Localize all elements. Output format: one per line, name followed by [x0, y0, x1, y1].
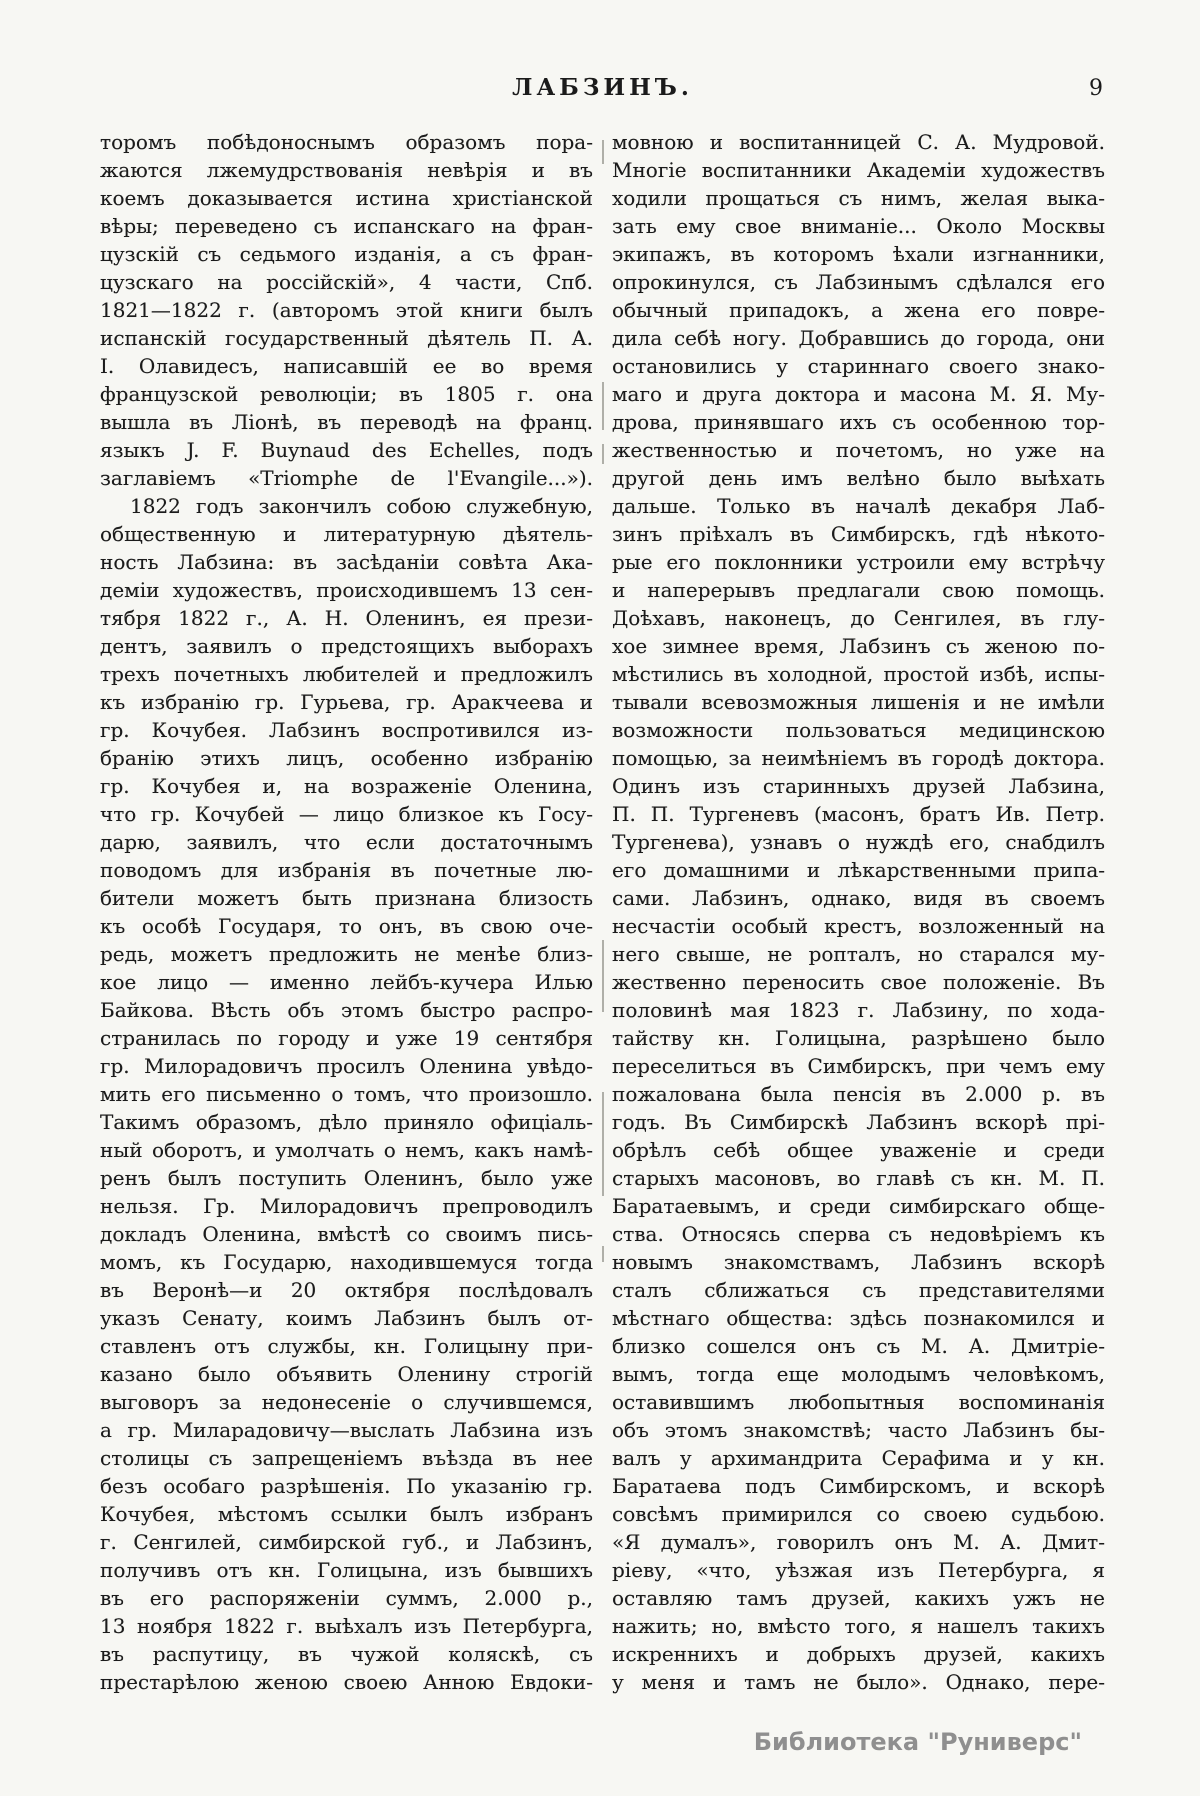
text-line: П. П. Тургеневъ (масонъ, братъ Ив. Петр. — [612, 802, 1105, 826]
text-line: дальше. Только въ началѣ декабря Лаб- — [612, 494, 1105, 518]
right-column — [612, 128, 1105, 1696]
text-line: Одинъ изъ старинныхъ друзей Лабзина, — [612, 774, 1105, 798]
text-line: тайству кн. Голицына, разрѣшено было — [612, 1026, 1105, 1050]
text-line: ренъ былъ поступить Оленинъ, было уже — [100, 1166, 593, 1190]
column-rule-artifact — [602, 140, 604, 164]
text-line: деміи художествъ, происходившемъ 13 сен- — [100, 578, 593, 602]
text-line: кое лицо — именно лейбъ-кучера Илью — [100, 970, 593, 994]
text-line: нельзя. Гр. Милорадовичъ препроводилъ — [100, 1194, 593, 1218]
text-line: 1822 годъ закончилъ собою служебную, — [130, 494, 593, 518]
text-line: переселиться въ Симбирскъ, при чемъ ему — [612, 1054, 1105, 1078]
text-line: къ особѣ Государя, то онъ, въ свою оче- — [100, 914, 593, 938]
text-line: столицы съ запрещеніемъ въѣзда въ нее — [100, 1446, 593, 1470]
text-line: годъ. Въ Симбирскѣ Лабзинъ вскорѣ прі- — [612, 1110, 1105, 1134]
text-line: дентъ, заявилъ о предстоящихъ выборахъ — [100, 634, 593, 658]
text-line: хое зимнее время, Лабзинъ съ женою по- — [612, 634, 1105, 658]
text-line: искреннихъ и добрыхъ друзей, какихъ — [612, 1642, 1105, 1666]
text-line: Такимъ образомъ, дѣло приняло офиціаль- — [100, 1110, 593, 1134]
text-line: поводомъ для избранія въ почетные лю- — [100, 858, 593, 882]
text-line: совсѣмъ примирился со своею судьбою. — [612, 1502, 1105, 1526]
text-line: его домашними и лѣкарственными припа- — [612, 858, 1105, 882]
column-rule-artifact — [602, 444, 604, 464]
text-line: 1821—1822 г. (авторомъ этой книги былъ — [100, 298, 593, 322]
text-line: безъ особаго разрѣшенія. По указанію гр. — [100, 1474, 593, 1498]
text-line: у меня и тамъ не было». Однако, пере- — [612, 1670, 1105, 1694]
text-line: въ его распоряженіи суммъ, 2.000 р., — [100, 1586, 593, 1610]
text-line: ный оборотъ, и умолчать о немъ, какъ намѣ- — [100, 1138, 593, 1162]
text-line: Баратаевымъ, и среди симбирскаго обще- — [612, 1194, 1105, 1218]
text-line: докладъ Оленина, вмѣстѣ со своимъ пись- — [100, 1222, 593, 1246]
column-gutter — [593, 128, 612, 1696]
page-number: 9 — [1089, 76, 1103, 101]
text-line: торомъ побѣдоноснымъ образомъ пора- — [100, 130, 593, 154]
text-line: въ Веронѣ—и 20 октября послѣдовалъ — [100, 1278, 593, 1302]
text-line: странилась по городу и уже 19 сентября — [100, 1026, 593, 1050]
text-line: оставившимъ любопытныя воспоминанія — [612, 1390, 1105, 1414]
text-line: ходили прощаться съ нимъ, желая выка- — [612, 186, 1105, 210]
text-line: ріеву, «что, уѣзжая изъ Петербурга, я — [612, 1558, 1105, 1582]
text-line: мить его письменно о томъ, что произошло. — [100, 1082, 593, 1106]
column-rule-artifact — [602, 382, 604, 430]
text-line: него свыше, не ропталъ, но старался му- — [612, 942, 1105, 966]
text-columns — [100, 128, 1105, 1696]
text-line: дарю, заявилъ, что если достаточнымъ — [100, 830, 593, 854]
text-line: а гр. Миларадовичу—выслать Лабзина изъ — [100, 1418, 593, 1442]
text-line: французской революціи; въ 1805 г. она — [100, 382, 593, 406]
text-line: цузскаго на россійскій», 4 части, Спб. — [100, 270, 593, 294]
text-line: жественностью и почетомъ, но уже на — [612, 438, 1105, 462]
text-line: обычный припадокъ, а жена его повре- — [612, 298, 1105, 322]
text-line: коемъ доказывается истина христіанской — [100, 186, 593, 210]
text-line: трехъ почетныхъ любителей и предложилъ — [100, 662, 593, 686]
text-line: жаются лжемудрствованія невѣрія и въ — [100, 158, 593, 182]
text-line: Многіе воспитанники Академіи художествъ — [612, 158, 1105, 182]
text-line: мѣстнаго общества: здѣсь познакомился и — [612, 1306, 1105, 1330]
text-line: бранію этихъ лицъ, особенно избранію — [100, 746, 593, 770]
text-line: рые его поклонники устроили ему встрѣчу — [612, 550, 1105, 574]
text-line: объ этомъ знакомствѣ; часто Лабзинъ бы- — [612, 1418, 1105, 1442]
text-line: мовною и воспитанницей С. А. Мудровой. — [612, 130, 1105, 154]
text-line: и наперерывъ предлагали свою помощь. — [612, 578, 1105, 602]
text-line: вымъ, тогда еще молодымъ человѣкомъ, — [612, 1362, 1105, 1386]
text-line: что гр. Кочубей — лицо близкое къ Госу- — [100, 802, 593, 826]
text-line: 13 ноября 1822 г. выѣхалъ изъ Петербурга, — [100, 1614, 593, 1638]
text-line: несчастіи особый крестъ, возложенный на — [612, 914, 1105, 938]
text-line: старыхъ масоновъ, во главѣ съ кн. М. П. — [612, 1166, 1105, 1190]
text-line: цузскій съ седьмого изданія, а съ фран- — [100, 242, 593, 266]
text-line: сталъ сближаться съ представителями — [612, 1278, 1105, 1302]
text-line: маго и друга доктора и масона М. Я. Му- — [612, 382, 1105, 406]
text-line: тывали всевозможныя лишенія и не имѣли — [612, 690, 1105, 714]
text-line: другой день имъ велѣно было выѣхать — [612, 466, 1105, 490]
text-line: половинѣ мая 1823 г. Лабзину, по хода- — [612, 998, 1105, 1022]
text-line: дрова, принявшаго ихъ съ особенною тор- — [612, 410, 1105, 434]
text-line: къ избранію гр. Гурьева, гр. Аракчеева и — [100, 690, 593, 714]
text-line: новымъ знакомствамъ, Лабзинъ вскорѣ — [612, 1250, 1105, 1274]
text-line: престарѣлою женою своею Анною Евдоки- — [100, 1670, 593, 1694]
text-line: нажить; но, вмѣсто того, я нашелъ такихъ — [612, 1614, 1105, 1638]
text-line: Тургенева), узнавъ о нуждѣ его, снабдилъ — [612, 830, 1105, 854]
text-line: ства. Относясь сперва съ недовѣріемъ къ — [612, 1222, 1105, 1246]
text-line: ставленъ отъ службы, кн. Голицыну при- — [100, 1334, 593, 1358]
text-line: указъ Сенату, коимъ Лабзинъ былъ от- — [100, 1306, 593, 1330]
text-line: ность Лабзина: въ засѣданіи совѣта Ака- — [100, 550, 593, 574]
text-line: жественно переносить свое положеніе. Въ — [612, 970, 1105, 994]
text-line: экипажъ, въ которомъ ѣхали изгнанники, — [612, 242, 1105, 266]
text-line: общественную и литературную дѣятель- — [100, 522, 593, 546]
column-rule-artifact — [602, 1246, 604, 1262]
text-line: испанскій государственный дѣятель П. А. — [100, 326, 593, 350]
text-line: зинъ пріѣхалъ въ Симбирскъ, гдѣ нѣкото- — [612, 522, 1105, 546]
text-line: редь, можетъ предложить не менѣе близ- — [100, 942, 593, 966]
text-line: обрѣлъ себѣ общее уваженіе и среди — [612, 1138, 1105, 1162]
text-line: Кочубея, мѣстомъ ссылки былъ избранъ — [100, 1502, 593, 1526]
text-line: получивъ отъ кн. Голицына, изъ бывшихъ — [100, 1558, 593, 1582]
text-line: тября 1822 г., А. Н. Оленинъ, ея прези- — [100, 606, 593, 630]
text-line: Баратаева подъ Симбирскомъ, и вскорѣ — [612, 1474, 1105, 1498]
text-line: дила себѣ ногу. Добравшись до города, они — [612, 326, 1105, 350]
page-title: ЛАБЗИНЪ. — [512, 74, 693, 101]
text-line: языкъ J. F. Buynaud des Echelles, подъ — [100, 438, 593, 462]
library-watermark: Библиотека "Руниверс" — [753, 1728, 1082, 1756]
text-line: «Я думалъ», говорилъ онъ М. А. Дмит- — [612, 1530, 1105, 1554]
text-line: гр. Кочубея и, на возраженіе Оленина, — [100, 774, 593, 798]
text-line: помощью, за неимѣніемъ въ городѣ доктора. — [612, 746, 1105, 770]
text-line: І. Олавидесъ, написавшій ее во время — [100, 354, 593, 378]
text-line: мѣстились въ холодной, простой избѣ, испы- — [612, 662, 1105, 686]
text-line: бители можетъ быть признана близость — [100, 886, 593, 910]
text-line: опрокинулся, съ Лабзинымъ сдѣлался его — [612, 270, 1105, 294]
page-header — [100, 74, 1105, 104]
text-line: валъ у архимандрита Серафима и у кн. — [612, 1446, 1105, 1470]
text-line: пожалована была пенсія въ 2.000 р. въ — [612, 1082, 1105, 1106]
column-rule-artifact — [602, 940, 604, 1012]
text-line: момъ, къ Государю, находившемуся тогда — [100, 1250, 593, 1274]
text-line: зать ему свое вниманіе... Около Москвы — [612, 214, 1105, 238]
text-line: остановились у стариннаго своего знако- — [612, 354, 1105, 378]
left-column — [100, 128, 593, 1696]
column-rule-artifact — [602, 1092, 604, 1196]
text-line: возможности пользоваться медицинскою — [612, 718, 1105, 742]
text-line: вѣры; переведено съ испанскаго на фран- — [100, 214, 593, 238]
text-line: выговоръ за недонесеніе о случившемся, — [100, 1390, 593, 1414]
text-line: оставляю тамъ друзей, какихъ ужъ не — [612, 1586, 1105, 1610]
text-line: Байкова. Вѣсть объ этомъ быстро распро- — [100, 998, 593, 1022]
text-line: близко сошелся онъ съ М. А. Дмитріе- — [612, 1334, 1105, 1358]
text-line: заглавіемъ «Triomphe de l'Evangile...»). — [100, 466, 593, 490]
text-line: Доѣхавъ, наконецъ, до Сенгилея, въ глу- — [612, 606, 1105, 630]
text-line: гр. Милорадовичъ просилъ Оленина увѣдо- — [100, 1054, 593, 1078]
text-line: гр. Кочубея. Лабзинъ воспротивился из- — [100, 718, 593, 742]
text-line: вышла въ Ліонѣ, въ переводѣ на франц. — [100, 410, 593, 434]
text-line: казано было объявить Оленину строгій — [100, 1362, 593, 1386]
text-line: въ распутицу, въ чужой коляскѣ, съ — [100, 1642, 593, 1666]
text-line: сами. Лабзинъ, однако, видя въ своемъ — [612, 886, 1105, 910]
text-line: г. Сенгилей, симбирской губ., и Лабзинъ, — [100, 1530, 593, 1554]
